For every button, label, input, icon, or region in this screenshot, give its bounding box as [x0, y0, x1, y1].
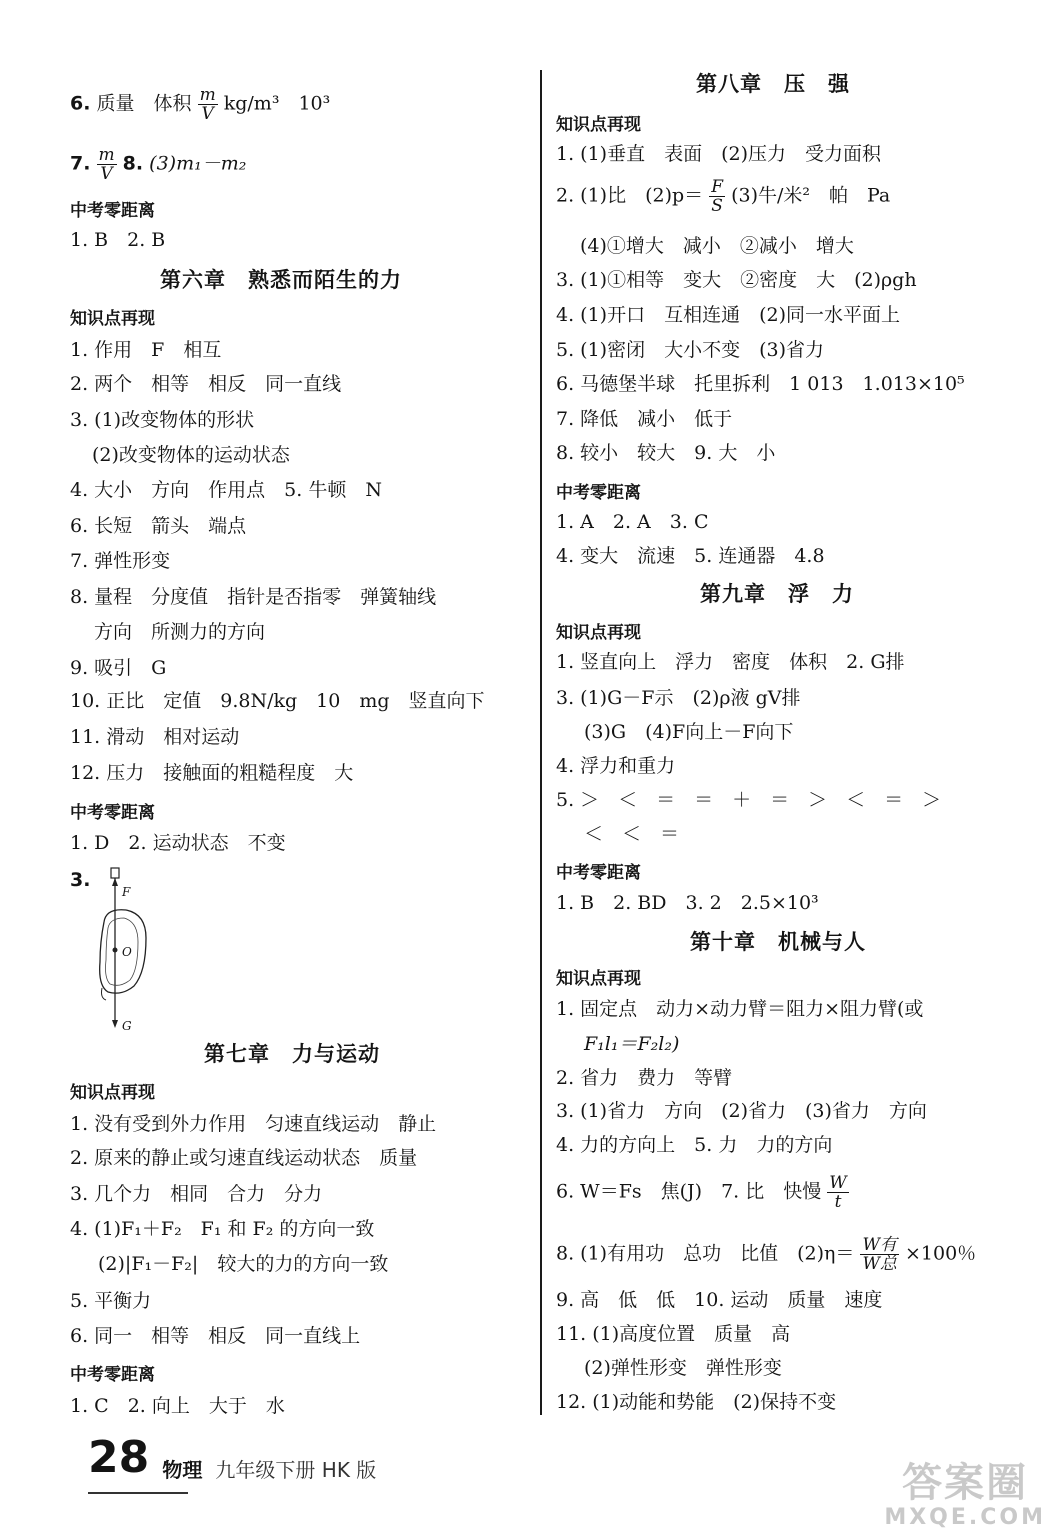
answer-line: 3. (1)省力 方向 (2)省力 (3)省力 方向 — [556, 1100, 927, 1122]
power-fraction: $\frac{W}{t}$ — [829, 1173, 847, 1212]
chapter-7-title: 第七章 力与运动 — [204, 1042, 380, 1066]
answer-line: 1. 作用 F 相互 — [70, 339, 222, 361]
pressure-fraction: $\frac{F}{S}$ — [711, 177, 724, 216]
answer-line: 3. (1)①相等 变大 ②密度 大 (2)ρgh — [556, 269, 917, 291]
answer-line: 2. 省力 费力 等臂 — [556, 1067, 733, 1089]
point-label-O: O — [122, 945, 132, 959]
answer-line: 12. (1)动能和势能 (2)保持不变 — [556, 1391, 837, 1413]
answer-line: 8. 量程 分度值 指针是否指零 弹簧轴线 — [70, 586, 437, 608]
page-number: 28 — [88, 1432, 150, 1483]
column-divider — [540, 70, 542, 1415]
answer-line: ＜ ＜ ＝ — [584, 823, 680, 845]
density-fraction: $\frac{m}{V}$ — [199, 85, 216, 124]
answer-line: 1. B 2. B — [70, 229, 166, 251]
answer-line: 11. 滑动 相对运动 — [70, 726, 240, 748]
chapter-10-title: 第十章 机械与人 — [690, 930, 866, 954]
force-label-G: G — [122, 1019, 132, 1033]
chapter-6-title: 第六章 熟悉而陌生的力 — [160, 268, 402, 292]
page-footer — [88, 1432, 376, 1483]
answer-line: 4. (1)F₁＋F₂ F₁ 和 F₂ 的方向一致 — [70, 1218, 375, 1240]
answer-line: 1. 固定点 动力×动力臂＝阻力×阻力臂(或 — [556, 998, 924, 1020]
section-heading: 中考零距离 — [70, 201, 155, 221]
answer-line: 9. 吸引 G — [70, 657, 167, 679]
chapter-8-title: 第八章 压 强 — [696, 72, 850, 96]
answer-line: 1. 竖直向上 浮力 密度 体积 2. G排 — [556, 651, 905, 673]
answer-line: 2. 原来的静止或匀速直线运动状态 质量 — [70, 1147, 418, 1169]
grade-label: 九年级下册 HK 版 — [215, 1458, 377, 1482]
answer-line: 3. — [70, 869, 91, 891]
section-heading: 知识点再现 — [70, 309, 155, 329]
answer-line: 7. 降低 减小 低于 — [556, 408, 733, 430]
section-heading: 知识点再现 — [556, 115, 641, 135]
chapter-9-title: 第九章 浮 力 — [700, 582, 854, 606]
section-heading: 知识点再现 — [70, 1083, 155, 1103]
answer-line: 8. (1)有用功 总功 比值 (2)η＝ $\frac{\text{W有}}{\text{W总}}$ ×100％ — [556, 1235, 977, 1274]
answer-line: (2)弹性形变 弹性形变 — [584, 1357, 782, 1379]
answer-line: (2)|F₁－F₂| 较大的力的方向一致 — [98, 1253, 389, 1275]
answer-line: 4. 浮力和重力 — [556, 755, 676, 777]
watermark-logo: 答案圈 MXQE.COM — [884, 1460, 1046, 1530]
answer-line: 5. (1)密闭 大小不变 (3)省力 — [556, 339, 824, 361]
answer-line: 7. 弹性形变 — [70, 550, 171, 572]
section-heading: 中考零距离 — [556, 483, 641, 503]
answer-line: 4. 力的方向上 5. 力 力的方向 — [556, 1134, 833, 1156]
answer-line: 1. 没有受到外力作用 匀速直线运动 静止 — [70, 1113, 437, 1135]
answer-line: 6. 马德堡半球 托里拆利 1 013 1.013×10⁵ — [556, 373, 965, 395]
answer-line: 12. 压力 接触面的粗糙程度 大 — [70, 762, 354, 784]
q6-line: 6. 质量 体积 $\frac{m}{V}$ kg/m³ 10³ — [70, 85, 331, 124]
answer-line: 方向 所测力的方向 — [94, 621, 266, 643]
answer-line: 2. 两个 相等 相反 同一直线 — [70, 373, 342, 395]
answer-line: 3. (1)改变物体的形状 — [70, 409, 255, 431]
answer-line: 2. (1)比 (2)p＝ $\frac{F}{S}$ (3)牛/米² 帕 Pa — [556, 177, 891, 216]
answer-line: 6. W＝Fs 焦(J) 7. 比 快慢 $\frac{W}{t}$ — [556, 1173, 847, 1212]
answer-line: 6. 同一 相等 相反 同一直线上 — [70, 1325, 361, 1347]
section-heading: 知识点再现 — [556, 969, 641, 989]
answer-line: 6. 长短 箭头 端点 — [70, 515, 247, 537]
force-label-F: F — [122, 885, 131, 899]
answer-line: 4. (1)开口 互相连通 (2)同一水平面上 — [556, 304, 900, 326]
answer-line: 1. C 2. 向上 大于 水 — [70, 1395, 285, 1417]
answer-line: 11. (1)高度位置 质量 高 — [556, 1323, 791, 1345]
answer-line: 4. 变大 流速 5. 连通器 4.8 — [556, 545, 825, 567]
answer-line: 1. (1)垂直 表面 (2)压力 受力面积 — [556, 143, 881, 165]
answer-line: 1. D 2. 运动状态 不变 — [70, 832, 286, 854]
answer-line: 1. B 2. BD 3. 2 2.5×10³ — [556, 892, 819, 914]
answer-line: 9. 高 低 低 10. 运动 质量 速度 — [556, 1289, 883, 1311]
efficiency-fraction: $\frac{\text{W有}}{\text{W总}}$ — [862, 1235, 897, 1274]
answer-line: (3)G (4)F向上－F向下 — [584, 721, 794, 743]
answer-line: 4. 大小 方向 作用点 5. 牛顿 N — [70, 479, 382, 501]
answer-line: 3. (1)G－F示 (2)ρ液 gV排 — [556, 687, 801, 709]
q7-line: 7. $\frac{m}{V}$ 8. (3)m₁－m₂ — [70, 145, 247, 184]
answer-line: 8. 较小 较大 9. 大 小 — [556, 442, 776, 464]
answer-line: 10. 正比 定值 9.8N/kg 10 mg 竖直向下 — [70, 690, 485, 712]
density-fraction-2: $\frac{m}{V}$ — [98, 145, 115, 184]
answer-line: 3. 几个力 相同 合力 分力 — [70, 1183, 323, 1205]
section-heading: 中考零距离 — [70, 803, 155, 823]
answer-line: 5. ＞ ＜ ＝ ＝ ＋ ＝ ＞ ＜ ＝ ＞ — [556, 789, 942, 811]
answer-line: F₁l₁＝F₂l₂) — [584, 1033, 680, 1055]
answer-line: 1. A 2. A 3. C — [556, 511, 709, 533]
answer-line: (2)改变物体的运动状态 — [92, 444, 290, 466]
section-heading: 中考零距离 — [556, 863, 641, 883]
answer-line: 5. 平衡力 — [70, 1290, 152, 1312]
section-heading: 知识点再现 — [556, 623, 641, 643]
answer-line: (4)①增大 减小 ②减小 增大 — [580, 235, 854, 257]
section-heading: 中考零距离 — [70, 1365, 155, 1385]
subject-label: 物理 — [162, 1458, 203, 1482]
footer-rule — [88, 1492, 188, 1494]
